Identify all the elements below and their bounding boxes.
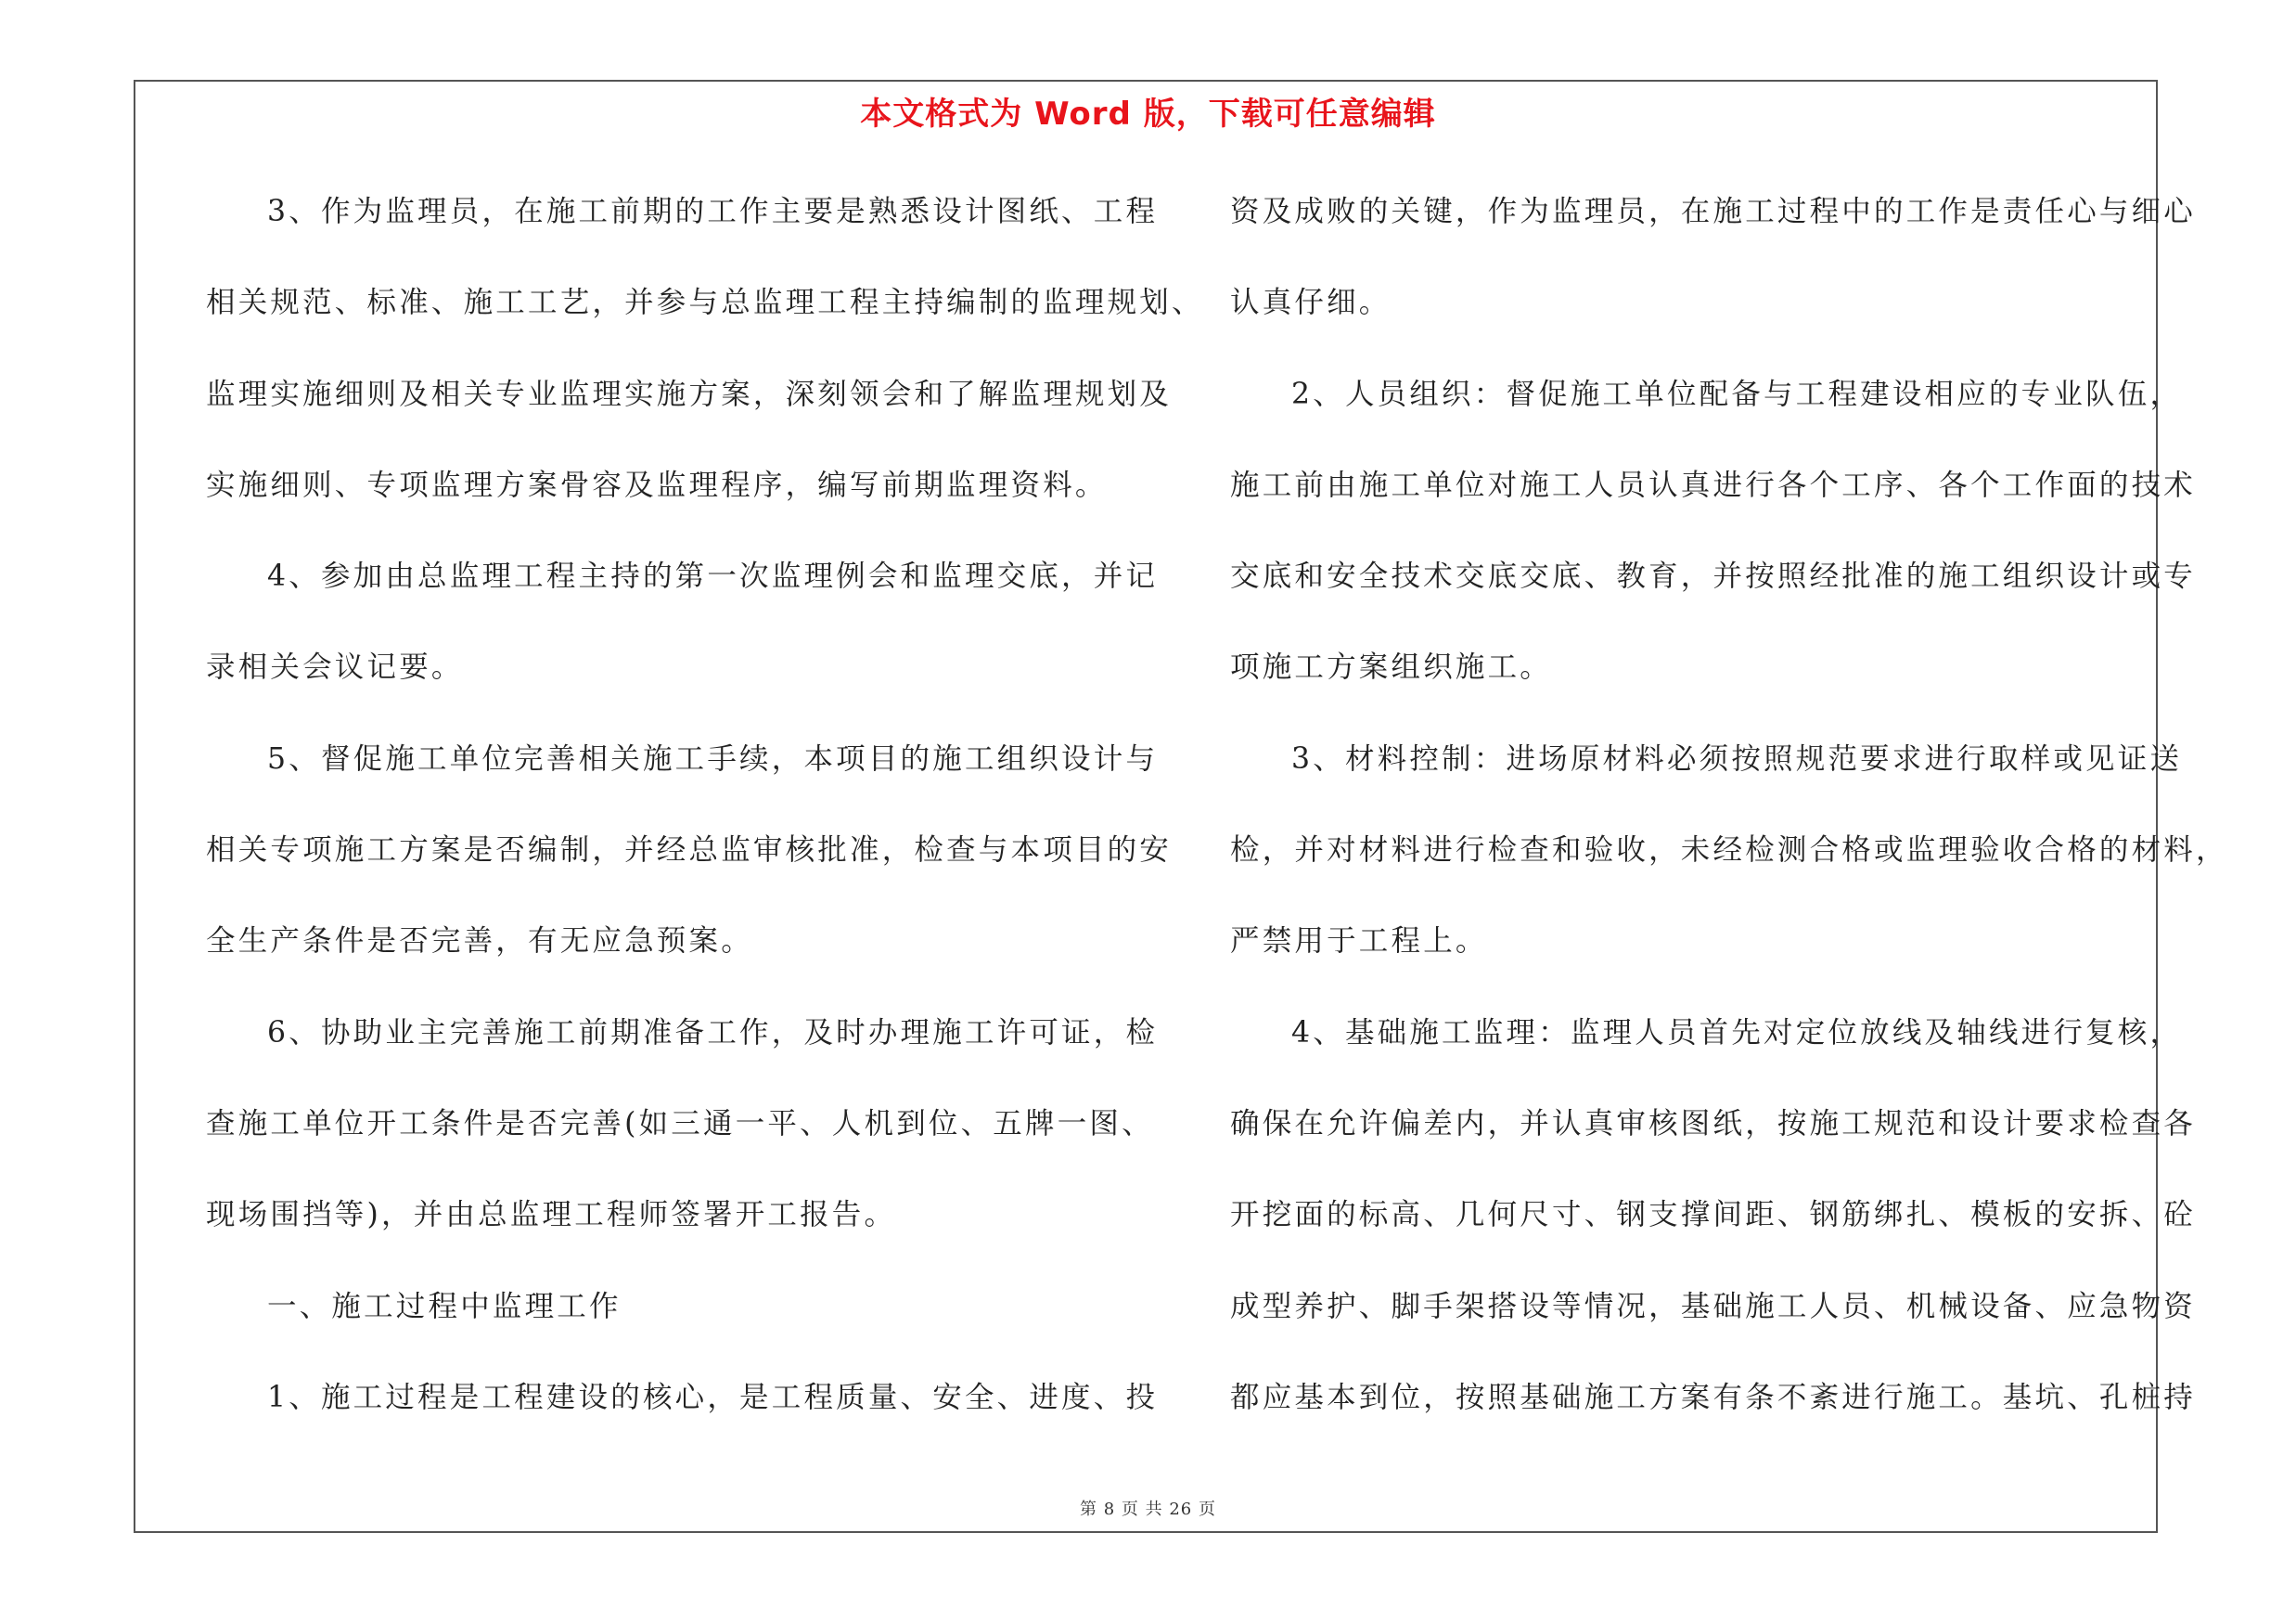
text-line: 严禁用于工程上。 (1230, 924, 1488, 959)
right-column (1230, 184, 2228, 1461)
text-line: 录相关会议记要。 (206, 650, 464, 685)
text-line: 都应基本到位，按照基础施工方案有条不紊进行施工。基坑、孔桩持 (1230, 1380, 2197, 1414)
text-line: 5、督促施工单位完善相关施工手续，本项目的施工组织设计与 (267, 741, 1159, 776)
section-heading: 一、施工过程中监理工作 (267, 1289, 622, 1323)
text-line: 确保在允许偏差内，并认真审核图纸，按施工规范和设计要求检查各 (1230, 1106, 2197, 1140)
text-line: 相关专项施工方案是否编制，并经总监审核批准，检查与本项目的安 (206, 833, 1173, 868)
left-column (206, 184, 1204, 1461)
text-line: 实施细则、专项监理方案骨容及监理程序，编写前期监理资料。 (206, 468, 1108, 502)
text-line: 相关规范、标准、施工工艺，并参与总监理工程主持编制的监理规划、 (206, 286, 1204, 320)
text-line: 4、基础施工监理：监理人员首先对定位放线及轴线进行复核， (1291, 1015, 2183, 1050)
page-number-footer: 第 8 页 共 26 页 (1080, 1500, 1216, 1519)
text-line: 3、材料控制：进场原材料必须按照规范要求进行取样或见证送 (1291, 741, 2183, 776)
text-line: 6、协助业主完善施工前期准备工作，及时办理施工许可证，检 (267, 1015, 1159, 1050)
text-line: 监理实施细则及相关专业监理实施方案，深刻领会和了解监理规划及 (206, 377, 1173, 411)
text-line: 2、人员组织：督促施工单位配备与工程建设相应的专业队伍， (1291, 377, 2183, 411)
text-line: 成型养护、脚手架搭设等情况，基础施工人员、机械设备、应急物资 (1230, 1289, 2197, 1323)
text-line: 认真仔细。 (1230, 286, 1392, 320)
text-line: 3、作为监理员，在施工前期的工作主要是熟悉设计图纸、工程 (267, 195, 1159, 228)
text-line: 现场围挡等)，并由总监理工程师签署开工报告。 (206, 1198, 897, 1232)
word-format-banner: 本文格式为 Word 版，下载可任意编辑 (860, 96, 1436, 133)
text-line: 查施工单位开工条件是否完善(如三通一平、人机到位、五牌一图、 (206, 1106, 1154, 1140)
text-line: 4、参加由总监理工程主持的第一次监理例会和监理交底，并记 (267, 560, 1159, 594)
text-line: 1、施工过程是工程建设的核心，是工程质量、安全、进度、投 (267, 1380, 1159, 1414)
text-line: 资及成败的关键，作为监理员，在施工过程中的工作是责任心与细心 (1230, 195, 2197, 228)
text-line: 施工前由施工单位对施工人员认真进行各个工序、各个工作面的技术 (1230, 468, 2197, 502)
text-line: 交底和安全技术交底交底、教育，并按照经批准的施工组织设计或专 (1230, 560, 2197, 594)
text-line: 项施工方案组织施工。 (1230, 650, 1553, 685)
text-line: 开挖面的标高、几何尺寸、钢支撑间距、钢筋绑扎、模板的安拆、砼 (1230, 1198, 2197, 1232)
text-line: 检，并对材料进行检查和验收，未经检测合格或监理验收合格的材料， (1230, 833, 2228, 868)
text-line: 全生产条件是否完善，有无应急预案。 (206, 924, 753, 959)
